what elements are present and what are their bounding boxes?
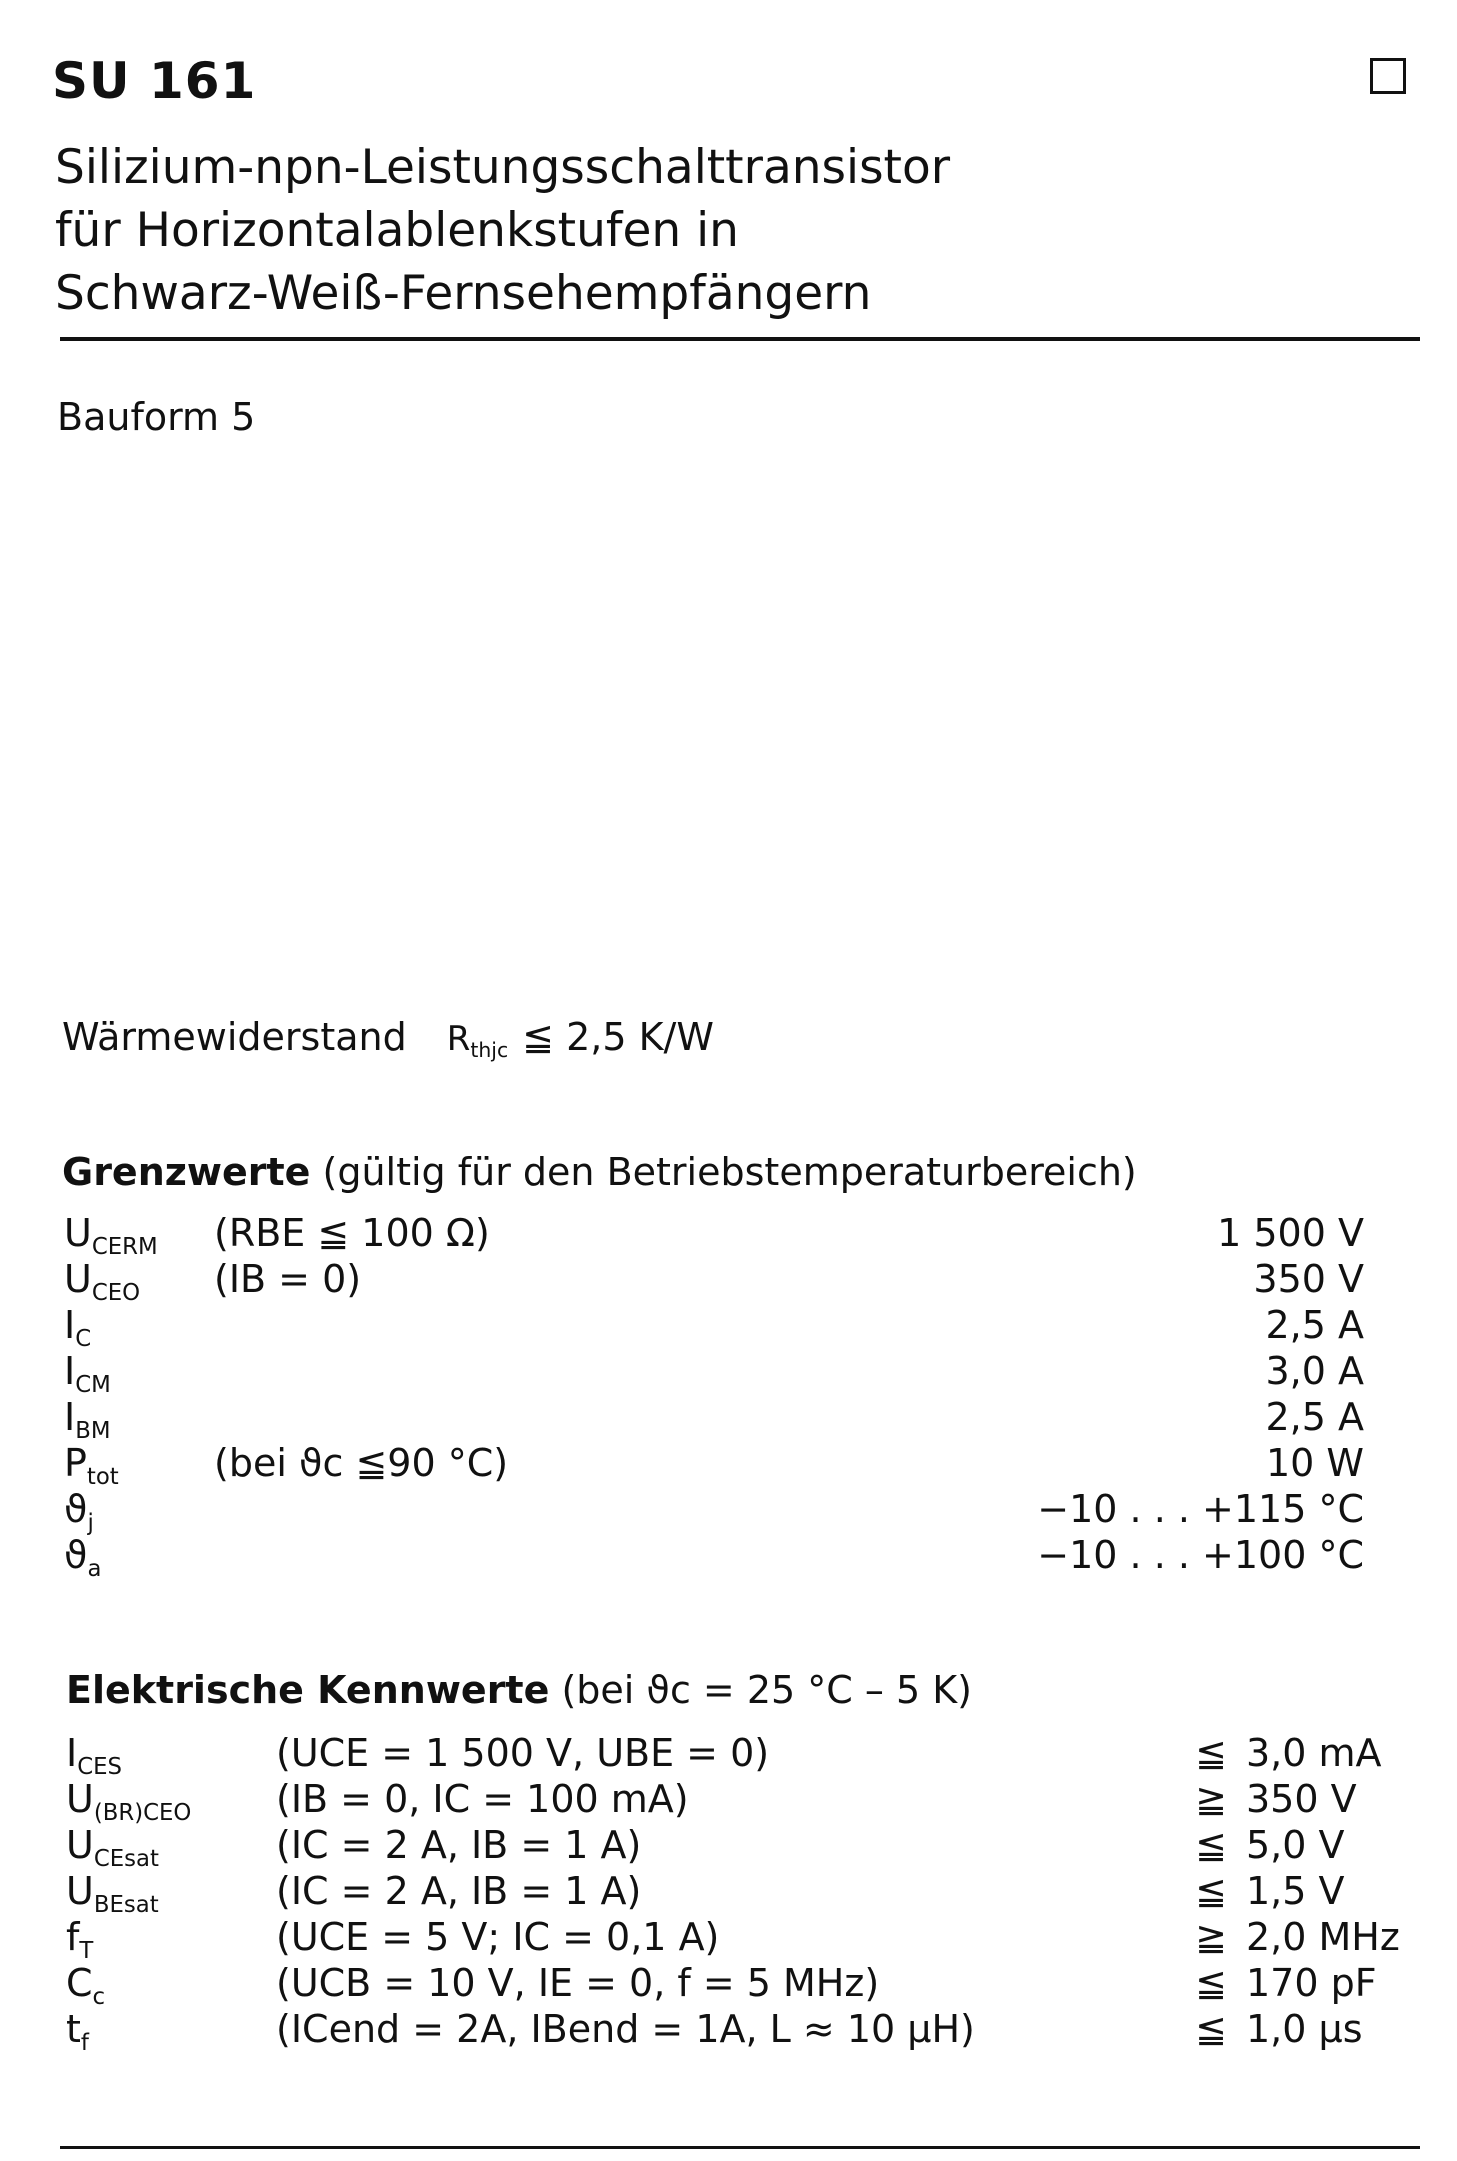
symbol-base: U: [66, 1869, 94, 1913]
parameter-symbol: [64, 1486, 94, 1536]
relation: ≧: [1195, 1915, 1227, 1959]
table-row: [66, 1822, 1436, 1872]
relation: ≧: [1195, 1777, 1227, 1821]
table-row: [66, 1868, 1436, 1918]
condition: (UCB = 10 V, IE = 0, f = 5 MHz): [276, 1961, 880, 2005]
thermal-label: Wärmewiderstand: [62, 1015, 407, 1059]
thermal-value: 2,5 K/W: [566, 1015, 714, 1059]
parameter-symbol: [66, 1960, 106, 2010]
limits-heading: Grenzwerte (gültig für den Betriebstemperaturbereich): [62, 1150, 1137, 1194]
symbol-base: U: [66, 1823, 94, 1867]
symbol-subscript: BM: [75, 1417, 111, 1444]
relation: ≦: [1195, 2007, 1227, 2051]
condition: (UCE = 1 500 V, UBE = 0): [276, 1731, 770, 1775]
value: 5,0 V: [1246, 1823, 1345, 1867]
parameter-symbol: [66, 1868, 159, 1918]
parameter-symbol: [66, 1822, 159, 1872]
value: 1 500 V: [1217, 1211, 1364, 1255]
symbol-subscript: C: [75, 1325, 92, 1352]
parameter-symbol: [64, 1440, 119, 1490]
symbol-base: U: [66, 1777, 94, 1821]
symbol-base: I: [64, 1303, 76, 1347]
condition: (RBE ≦ 100 Ω): [214, 1211, 490, 1255]
table-row: [64, 1440, 1364, 1490]
symbol-subscript: (BR)CEO: [93, 1799, 192, 1826]
divider: [60, 2146, 1420, 2149]
condition: (ICend = 2A, IBend = 1A, L ≈ 10 µH): [276, 2007, 975, 2051]
symbol-base: ϑ: [64, 1487, 88, 1531]
divider: [60, 337, 1420, 341]
table-row: [64, 1486, 1364, 1536]
parameter-symbol: [66, 2006, 89, 2056]
value: 2,5 A: [1265, 1303, 1364, 1347]
value: 350 V: [1253, 1257, 1364, 1301]
electrical-heading: Elektrische Kennwerte (bei ϑc = 25 °C – 5 K): [66, 1668, 972, 1712]
symbol-base: t: [66, 2007, 81, 2051]
symbol-base: C: [66, 1961, 93, 2005]
condition: (bei ϑc ≦90 °C): [214, 1441, 509, 1485]
relation: ≦: [1195, 1731, 1227, 1775]
parameter-symbol: [64, 1394, 111, 1444]
table-row: [66, 1960, 1436, 2010]
table-row: [66, 1776, 1436, 1826]
table-row: [64, 1532, 1364, 1582]
symbol-subscript: tot: [86, 1463, 119, 1490]
value: −10 . . . +115 °C: [1037, 1487, 1364, 1531]
value: 3,0 A: [1265, 1349, 1364, 1393]
page-title: SU 161: [52, 52, 257, 110]
condition: (IC = 2 A, IB = 1 A): [276, 1823, 642, 1867]
symbol-subscript: BEsat: [93, 1891, 159, 1918]
table-row: [64, 1256, 1364, 1306]
relation: ≦: [1195, 1823, 1227, 1867]
value: 350 V: [1246, 1777, 1357, 1821]
symbol-subscript: c: [92, 1983, 106, 2010]
value: 2,0 MHz: [1246, 1915, 1400, 1959]
symbol-base: U: [64, 1211, 92, 1255]
table-row: [64, 1302, 1364, 1352]
symbol-subscript: a: [87, 1555, 102, 1582]
package-type: Bauform 5: [57, 395, 256, 439]
symbol-base: U: [64, 1257, 92, 1301]
thermal-relation: ≦: [522, 1015, 554, 1059]
symbol-subscript: j: [87, 1509, 94, 1536]
table-row: [66, 1914, 1436, 1964]
symbol-subscript: CM: [75, 1371, 111, 1398]
value: −10 . . . +100 °C: [1037, 1533, 1364, 1577]
symbol-subscript: CEO: [91, 1279, 141, 1306]
symbol-base: f: [66, 1915, 80, 1959]
symbol-base: I: [64, 1349, 76, 1393]
parameter-symbol: [66, 1776, 192, 1826]
parameter-symbol: [66, 1914, 94, 1964]
condition: (IC = 2 A, IB = 1 A): [276, 1869, 642, 1913]
thermal-resistance: [62, 1015, 714, 1063]
value: 2,5 A: [1265, 1395, 1364, 1439]
symbol-subscript: CES: [77, 1753, 123, 1780]
condition: (IB = 0, IC = 100 mA): [276, 1777, 689, 1821]
symbol-base: I: [66, 1731, 78, 1775]
parameter-symbol: [64, 1210, 158, 1260]
subtitle-line: Schwarz-Weiß-Fernsehempfängern: [55, 266, 872, 321]
symbol-subscript: T: [79, 1937, 94, 1964]
table-row: [66, 2006, 1436, 2056]
symbol-base: ϑ: [64, 1533, 88, 1577]
parameter-symbol: [66, 1730, 123, 1780]
value: 10 W: [1265, 1441, 1364, 1485]
parameter-symbol: [64, 1302, 92, 1352]
relation: ≦: [1195, 1961, 1227, 2005]
symbol-subscript: f: [80, 2029, 89, 2056]
table-row: [64, 1348, 1364, 1398]
relation: ≦: [1195, 1869, 1227, 1913]
parameter-symbol: [64, 1532, 102, 1582]
symbol-subscript: CERM: [91, 1233, 158, 1260]
subtitle-line: für Horizontalablenkstufen in: [55, 203, 739, 258]
parameter-symbol: [64, 1256, 141, 1306]
symbol-base: I: [64, 1395, 76, 1439]
value: 1,5 V: [1246, 1869, 1345, 1913]
condition: (UCE = 5 V; IC = 0,1 A): [276, 1915, 720, 1959]
subtitle-line: Silizium-npn-Leistungsschalttransistor: [55, 140, 951, 195]
table-row: [64, 1394, 1364, 1444]
symbol-base: P: [64, 1441, 87, 1485]
thermal-symbol: $R_{thjc}$: [446, 1019, 509, 1063]
parameter-symbol: [64, 1348, 111, 1398]
value: 170 pF: [1246, 1961, 1377, 2005]
value: 3,0 mA: [1246, 1731, 1382, 1775]
checkbox[interactable]: [1370, 58, 1406, 94]
table-row: [66, 1730, 1436, 1780]
value: 1,0 µs: [1246, 2007, 1363, 2051]
subtitle: [55, 136, 950, 325]
symbol-subscript: CEsat: [93, 1845, 159, 1872]
condition: (IB = 0): [214, 1257, 362, 1301]
table-row: [64, 1210, 1364, 1260]
